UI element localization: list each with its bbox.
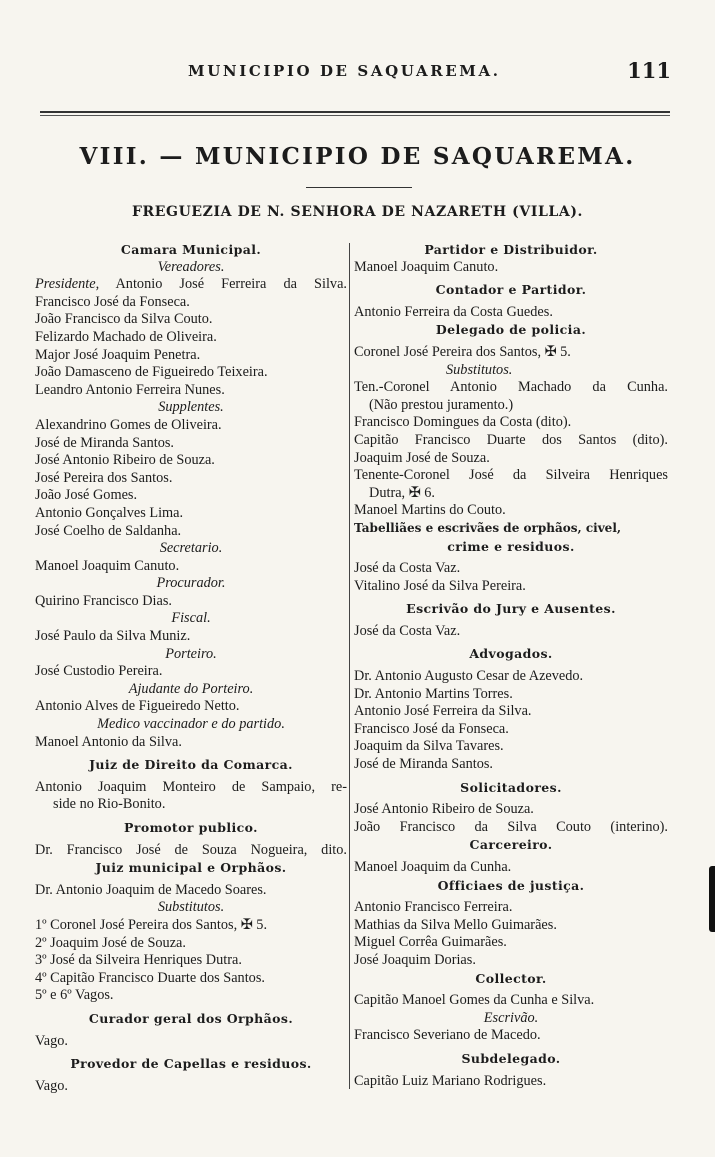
porteiro-name: José Custodio Pereira. [35,663,163,680]
subdelegado-heading: Subdelegado. [461,1050,561,1066]
left-column [35,241,347,1095]
advogados-heading: Advogados. [469,646,553,662]
substitutos-heading: Substitutos. [157,899,225,916]
list-item: Mathias da Silva Mello Guimarães. [354,916,557,933]
list-item: José da Costa Vaz. [354,560,461,577]
escrivao-jury-heading: Escrivão do Jury e Ausentes. [406,601,616,617]
juiz-direito-line-2: side no Rio-Bonito. [53,796,166,813]
juiz-direito-heading: Juiz de Direito da Comarca. [89,757,293,773]
juiz-municipal-heading: Juiz municipal e Orphãos. [95,860,287,876]
collector-heading: Collector. [475,970,547,986]
officiaes-heading: Officiaes de justiça. [437,877,585,893]
column-divider [349,243,350,1089]
curador-heading: Curador geral dos Orphãos. [88,1010,294,1026]
list-item: Joaquim da Silva Tavares. [354,738,504,755]
list-item: José Pereira dos Santos. [35,469,173,486]
partidor-heading: Partidor e Distribuidor. [424,242,598,257]
list-item: Antonio Gonçalves Lima. [35,504,184,521]
delegado-heading: Delegado de policia. [435,322,587,338]
list-item: Joaquim José de Souza. [354,449,490,466]
list-item: José Antonio Ribeiro de Souza. [35,452,215,469]
list-item: Miguel Corrêa Guimarães. [354,934,507,951]
promotor-name: Dr. Francisco José de Souza Nogueira, dito. [35,841,347,858]
list-item: Dr. Antonio Augusto Cesar de Azevedo. [354,668,584,685]
fiscal-heading: Fiscal. [171,610,211,627]
list-item: 1º Coronel José Pereira dos Santos, ✠ 5. [35,916,268,933]
list-item: João Damasceno de Figueiredo Teixeira. [35,364,268,381]
procurador-name: Quirino Francisco Dias. [35,592,172,609]
right-column [354,241,668,1090]
solicitadores-heading: Solicitadores. [460,779,562,795]
juiz-direito-line-1: Antonio Joaquim Monteiro de Sampaio, re- [35,778,347,795]
page-edge-mark [709,866,715,932]
tabelliaes-heading-1: Tabelliães e escrivães de orphãos, civel, [354,520,622,535]
list-item: José Antonio Ribeiro de Souza. [354,801,534,818]
list-item: Dutra, ✠ 6. [369,484,435,501]
porteiro-heading: Porteiro. [165,645,217,662]
list-item: 2º Joaquim José de Souza. [35,934,186,951]
subdelegado-name: Capitão Luiz Mariano Rodrigues. [354,1072,547,1089]
vereadores-heading: Vereadores. [157,258,225,275]
secretario-heading: Secretario. [159,540,223,557]
list-item: Manoel Martins do Couto. [354,502,506,519]
list-item: João Francisco da Silva Couto. [35,311,213,328]
list-item: Alexandrino Gomes de Oliveira. [35,416,222,433]
list-item: Dr. Antonio Martins Torres. [354,685,513,702]
list-item: Capitão Francisco Duarte dos Santos (dito). [354,431,668,448]
parish-title: FREGUEZIA DE N. SENHORA DE NAZARETH (VILLA). [131,204,584,220]
list-item: Tenente-Coronel José da Silveira Henriques [354,467,668,484]
partidor-name: Manoel Joaquim Canuto. [354,258,499,275]
provedor-heading: Provedor de Capellas e residuos. [70,1056,312,1072]
list-item: Francisco José da Fonseca. [354,720,509,737]
list-item: 3º José da Silveira Henriques Dutra. [35,952,242,969]
ajudante-heading: Ajudante do Porteiro. [128,680,254,697]
provedor-name: Vago. [35,1077,68,1094]
list-item: José de Miranda Santos. [354,756,493,773]
running-title: MUNICIPIO DE SAQUAREMA. [188,62,501,80]
list-item: Ten.-Coronel Antonio Machado da Cunha. [354,379,668,396]
list-item: João José Gomes. [35,487,138,504]
contador-heading: Contador e Partidor. [435,282,587,298]
header-rule [40,111,670,116]
escrivao-heading: Escrivão. [483,1009,539,1026]
running-header [0,58,715,84]
list-item: Francisco José da Fonseca. [35,293,190,310]
list-item: José de Miranda Santos. [35,434,174,451]
medico-heading: Medico vaccinador e do partido. [97,716,285,733]
escrivao-jury-name: José da Costa Vaz. [354,622,461,639]
contador-name: Antonio Ferreira da Costa Guedes. [354,303,553,320]
ajudante-name: Antonio Alves de Figueiredo Netto. [35,698,240,715]
promotor-heading: Promotor publico. [124,820,258,835]
list-item: 5º e 6º Vagos. [35,987,114,1004]
title-divider [306,187,412,188]
procurador-heading: Procurador. [156,575,226,592]
collector-name: Capitão Manoel Gomes da Cunha e Silva. [354,992,595,1009]
delegado-name: Coronel José Pereira dos Santos, ✠ 5. [354,343,571,360]
tabelliaes-heading-2: crime e residuos. [447,538,575,554]
secretario-name: Manoel Joaquim Canuto. [35,557,180,574]
curador-name: Vago. [35,1032,68,1049]
camara-heading: Camara Municipal. [120,242,262,257]
supplentes-heading: Supplentes. [158,399,224,416]
list-item: Vitalino José da Silva Pereira. [354,577,526,594]
section-title: VIII. — MUNICIPIO DE SAQUAREMA. [79,143,636,170]
carcereiro-name: Manoel Joaquim da Cunha. [354,859,512,875]
escrivao-name: Francisco Severiano de Macedo. [354,1027,541,1044]
medico-name: Manoel Antonio da Silva. [35,733,182,750]
list-item: (Não prestou juramento.) [369,396,514,413]
list-item: Antonio Francisco Ferreira. [354,899,513,916]
presidente-name: Antonio José Ferreira da Silva. [115,276,347,293]
presidente-line [35,276,347,294]
list-item: João Francisco da Silva Couto (interino). [354,818,668,835]
presidente-label: Presidente, [35,276,100,293]
list-item: 4º Capitão Francisco Duarte dos Santos. [35,969,265,986]
list-item: Felizardo Machado de Oliveira. [35,328,217,345]
fiscal-name: José Paulo da Silva Muniz. [35,628,191,645]
list-item: Leandro Antonio Ferreira Nunes. [35,381,225,398]
list-item: José Joaquim Dorias. [354,951,476,968]
carcereiro-heading: Carcereiro. [469,837,553,853]
juiz-municipal-name: Dr. Antonio Joaquim de Macedo Soares. [35,881,267,898]
substitutos-heading: Substitutos. [446,361,513,378]
list-item: José Coelho de Saldanha. [35,522,182,539]
list-item: Antonio José Ferreira da Silva. [354,703,532,720]
page-number: 111 [627,58,671,83]
list-item: Francisco Domingues da Costa (dito). [354,414,572,431]
list-item: Major José Joaquim Penetra. [35,346,201,363]
